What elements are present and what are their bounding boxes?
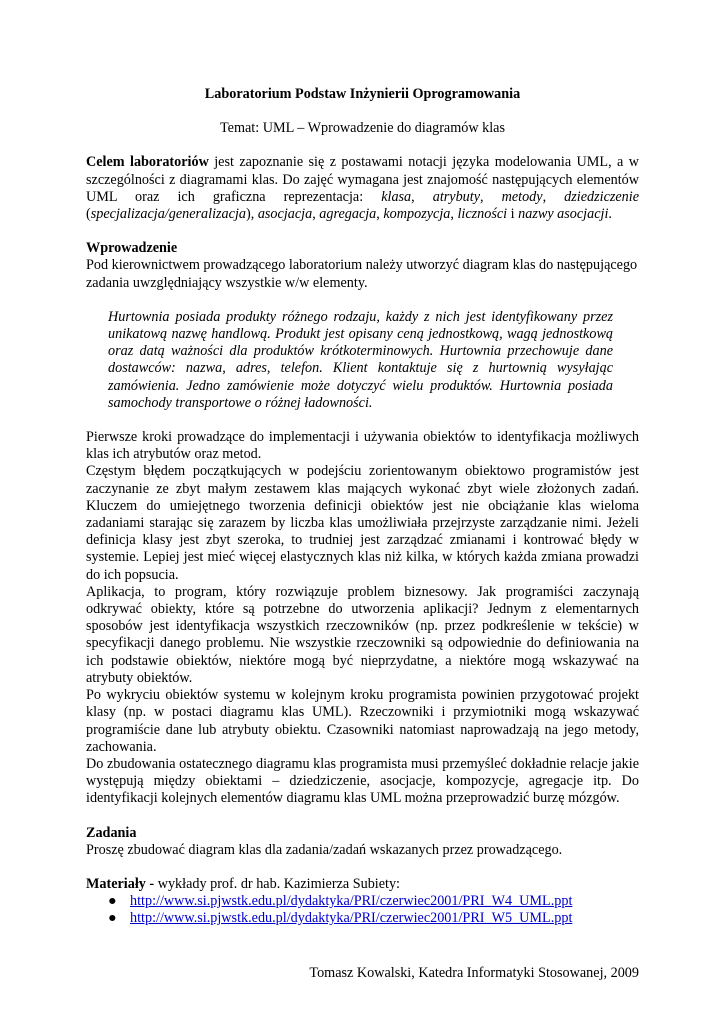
list-item	[108, 910, 639, 927]
materials-link-list	[86, 893, 639, 927]
section-heading-zadania: Zadania	[86, 824, 137, 841]
body-paragraph-1: Pierwsze kroki prowadzące do implementacji i używania obiektów to identyfikacja możliwych klas ich atrybutów oraz metod.	[86, 429, 639, 463]
wprowadzenie-paragraph: Pod kierownictwem prowadzącego laboratorium należy utworzyć diagram klas do następującego zadania uwzględniający wszystkie w/w elementy.	[86, 257, 638, 291]
body-paragraph-2: Częstym błędem początkujących w podejściu zorientowanym obiektowo programistów jest zaczynanie ze zbyt małym zestawem klas mających wykonać zbyt wiele złożonych zadań. Kluczem do umiejętnego tworzenia definicji obiektów jest nie obciążanie klas wieloma zadaniami starając się zarazem by liczba klas umożliwiała przejrzyste zarządzanie nimi. Jeżeli definicja klasy jest zbyt szeroka, to trudniej jest zarządzać zmianami i kontrować błędy w systemie. Lepiej jest mieć więcej elastycznych klas niż kilka, w których każda zmiana prowadzi do ich popsucia.	[86, 463, 639, 583]
document-subtitle: Temat: UML – Wprowadzenie do diagramów klas	[219, 120, 506, 137]
document-title: Laboratorium Podstaw Inżynierii Oprogramowania	[204, 86, 521, 102]
list-item	[108, 893, 639, 910]
intro-lead: Celem laboratoriów	[86, 154, 209, 171]
section-heading-wprowadzenie: Wprowadzenie	[86, 240, 178, 257]
body-paragraph-5: Do zbudowania ostatecznego diagramu klas programista musi przemyśleć dokładnie relacje jakie występują między obiektami – dziedziczenie, asocjacje, kompozycje, agregacje itp. Do identyfikacji kolejnych elementów diagramu klas UML można przeprowadzić burzę mózgów.	[86, 755, 639, 807]
document-page	[86, 86, 639, 928]
materialy-paragraph: Materiały - wykłady prof. dr hab. Kazimierza Subiety:	[86, 875, 400, 892]
spacer	[86, 859, 639, 876]
zadania-paragraph: Proszę zbudować diagram klas dla zadania/zadań wskazanych przez prowadzącego.	[86, 841, 563, 858]
bullet-icon: ●	[108, 893, 117, 910]
material-link-w4[interactable]: http://www.si.pjwstk.edu.pl/dydaktyka/PRI/czerwiec2001/PRI_W4_UML.ppt	[130, 893, 573, 910]
materialy-lead: Materiały -	[86, 875, 155, 892]
material-link-w5[interactable]: http://www.si.pjwstk.edu.pl/dydaktyka/PRI/czerwiec2001/PRI_W5_UML.ppt	[130, 910, 573, 927]
body-paragraph-4: Po wykryciu obiektów systemu w kolejnym kroku programista powinien przygotować projekt klasy (np. w postaci diagramu klas UML). Rzeczowniki i przymiotniki mogą wskazywać programiście dane lub atrybuty obiektu. Czasowniki natomiast naprowadzają na jego metody, zachowania.	[86, 687, 639, 755]
body-paragraph-3: Aplikacja, to program, który rozwiązuje problem biznesowy. Jak programiści zaczynają odkrywać obiekty, które są potrzebne do utworzenia aplikacji? Jednym z elementarnych sposobów jest identyfikacja wszystkich rzeczowników (np. przez podkreślenie w tekście) w specyfikacji danego problemu. Nie wszystkie rzeczowniki są odpowiednie do definiowania na ich podstawie obiektów, niektóre mogą być nieprzydatne, a niektóre mogą wskazywać na atrybuty obiektów.	[86, 583, 639, 686]
bullet-icon: ●	[108, 910, 117, 927]
intro-paragraph: Celem laboratoriów jest zapoznanie się z postawami notacji języka modelowania UML, a w szczególności z diagramami klas. Do zajęć wymagana jest znajomość następujących elementów UML oraz ich graficzna reprezentacja: klasa, atrybuty, metody, dziedziczenie (specjalizacja/generalizacja), asocjacja, agregacja, kompozycja, liczności i nazwy asocjacji.	[86, 154, 640, 223]
task-quote: Hurtownia posiada produkty różnego rodzaju, każdy z nich jest identyfikowany przez unikatową nazwę handlową. Produkt jest opisany ceną jednostkową, wagą jednostkową oraz datą ważności dla produktów krótkoterminowych. Hurtownia przechowuje dane dostawców: nazwa, adres, telefon. Klient kontaktuje się z hurtownią wysyłając zamówienia. Jedno zamówienie może dotyczyć wielu produktów. Hurtownia posiada samochody transportowe o różnej ładowności.	[108, 308, 613, 411]
document-footer: Tomasz Kowalski, Katedra Informatyki Stosowanej, 2009	[309, 965, 639, 981]
